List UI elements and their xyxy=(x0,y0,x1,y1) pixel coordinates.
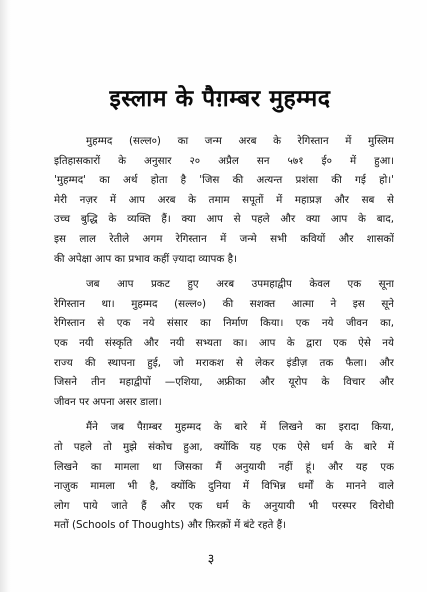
text-line: मैंने जब पैग़म्बर मुहम्मद के बारे में लिखने का इरादा किया, xyxy=(86,421,394,434)
text-line: एक नयी संस्कृति और नयी सभ्यता का। आप के द्वारा एक ऐसे नये xyxy=(54,336,394,349)
paragraph-1 xyxy=(54,132,394,269)
text-line: मेरी नज़र में आप अरब के तमाम सपूतों में महाप्रज्ञ और सब से xyxy=(54,193,394,206)
text-line: मुहम्मद (सल्ल०) का जन्म अरब के रेगिस्तान में मुस्लिम xyxy=(86,135,394,147)
text-line: लिखने का मामला था जिसका मैं अनुयायी नहीं हूं। और यह एक xyxy=(54,460,394,473)
text-line: जब आप प्रकट हुए अरब उपमहाद्वीप केवल एक सूना xyxy=(86,278,394,291)
text-line: रेगिस्तान था। मुहम्मद (सल्ल०) की सशक्त आत्मा ने इस सूने xyxy=(54,297,394,310)
text-line: मतों (Schools of Thoughts) और फ़िरक़ों में बंटे रहते हैं। xyxy=(54,519,287,532)
text-line: इस लाल रेतीले अगम रेगिस्तान में जन्मे सभी कवियों और शासकों xyxy=(54,232,394,245)
paragraph-2 xyxy=(54,275,394,412)
chapter-title: इस्लाम के पैग़म्बर मुहम्मद xyxy=(109,86,331,112)
scan-shadow-edge xyxy=(0,0,12,592)
text-line: उच्च बुद्धि के व्यक्ति हैं। क्या आप से पहले और क्या आप के बाद, xyxy=(54,213,394,226)
text-line: राज्य की स्थापना हुई, जो मराकश से लेकर इंडीज़ तक फैला। और xyxy=(54,356,394,369)
paragraph-3 xyxy=(54,418,394,536)
body-text xyxy=(54,132,394,542)
text-line: तो पहले तो मुझे संकोच हुआ, क्योंकि यह एक ऐसे धर्म के बारे में xyxy=(54,440,394,453)
text-line: जिसने तीन महाद्वीपों —एशिया, अफ्रीका और यूरोप के विचार और xyxy=(54,376,394,389)
text-line: लोग पाये जाते हैं और एक धर्म के अनुयायी भी परस्पर विरोधी xyxy=(54,499,394,512)
text-line: रेगिस्तान से एक नये संसार का निर्माण किया। एक नये जीवन का, xyxy=(54,317,394,330)
text-line: इतिहासकारों के अनुसार २० अप्रैल सन ५७१ ई० में हुआ। xyxy=(54,154,394,167)
page-number: ३ xyxy=(207,552,215,567)
text-line: 'मुहम्मद' का अर्थ होता है 'जिस की अत्यन्त प्रशंसा की गई हो।' xyxy=(54,174,394,187)
text-line: जीवन पर अपना असर डाला। xyxy=(54,395,162,408)
text-line: की अपेक्षा आप का प्रभाव कहीं ज़्यादा व्यापक है। xyxy=(54,252,237,265)
text-line: नाज़ुक मामला भी है, क्योंकि दुनिया में विभिन्न धर्मों के मानने वाले xyxy=(54,480,394,493)
